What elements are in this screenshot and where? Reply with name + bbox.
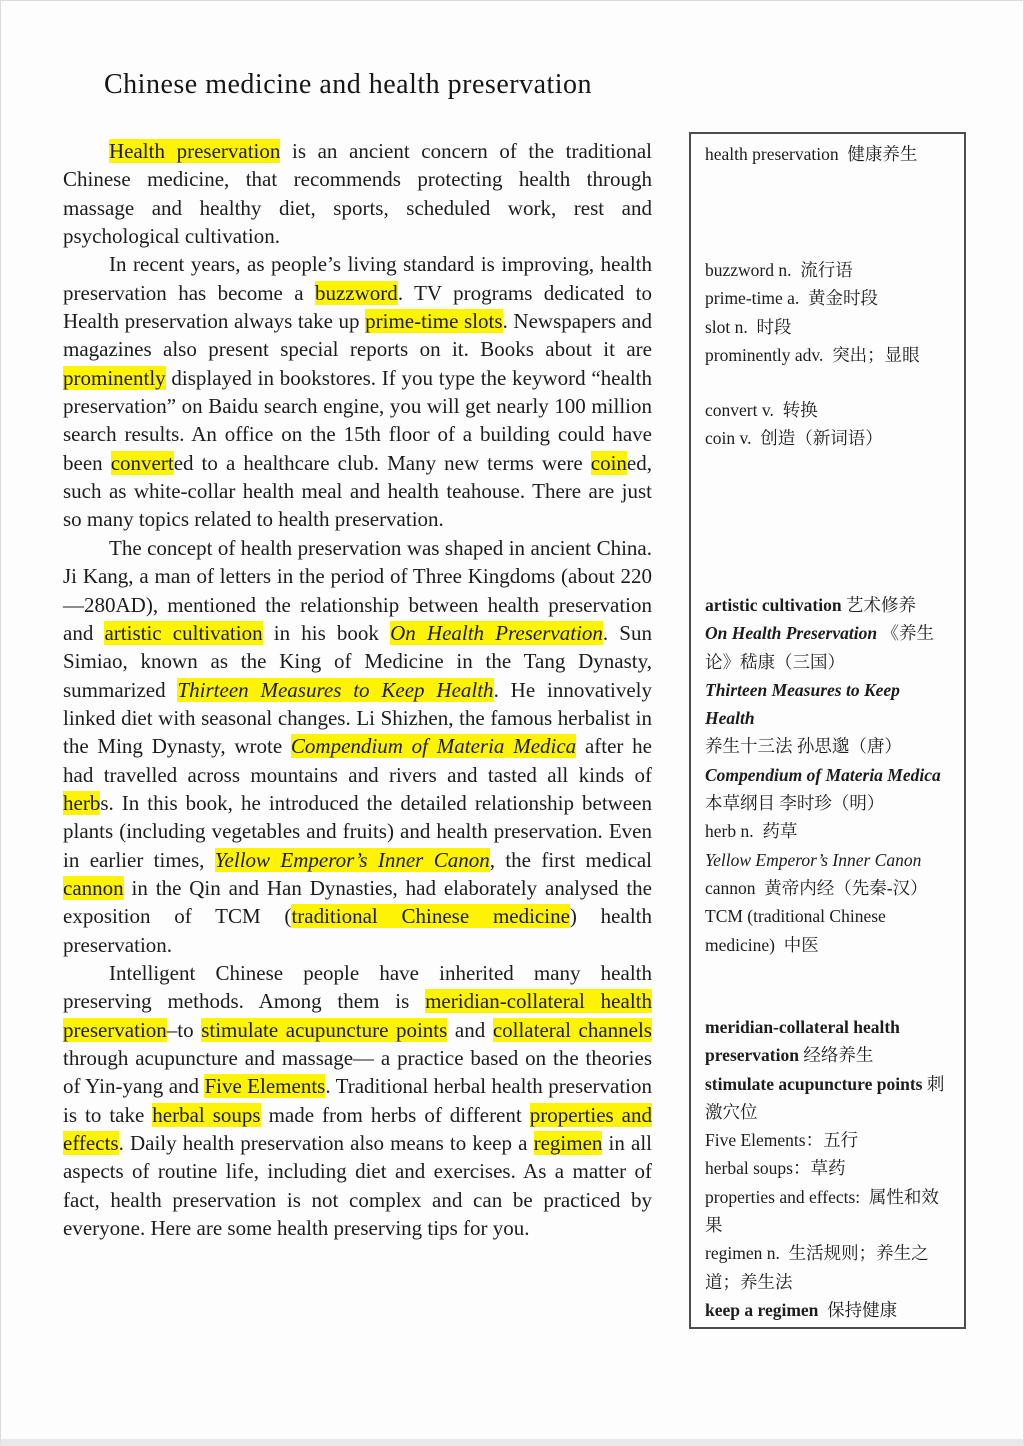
- paragraph: [63, 250, 652, 533]
- highlighted-text: herbal soups: [152, 1102, 261, 1127]
- text-segment: and: [447, 1017, 493, 1042]
- paragraph: [63, 959, 652, 1242]
- text-segment: 创造（新词语）: [760, 428, 883, 449]
- text-segment: . Traditional herbal health preservation is to take: [63, 1074, 652, 1127]
- text-segment: properties and effects:: [705, 1186, 869, 1207]
- highlighted-text: Health preservation: [109, 139, 281, 163]
- text-segment: 本草纲目 李时珍（明）: [705, 793, 885, 814]
- text-segment: stimulate acupuncture points: [705, 1073, 927, 1094]
- text-segment: 药草: [762, 821, 798, 842]
- highlighted-text: herb: [63, 790, 101, 815]
- text-segment: 五行: [823, 1130, 859, 1151]
- text-segment: ed to a healthcare club. Many new terms were: [173, 450, 591, 475]
- text-segment: 保持健康: [827, 1299, 898, 1320]
- vocab-entry: [705, 1183, 952, 1240]
- vocab-entry: [705, 396, 952, 424]
- text-segment: health preservation: [705, 144, 848, 164]
- vocab-entry: [705, 313, 952, 341]
- text-segment: –to: [166, 1017, 202, 1042]
- text-segment: ed, such as white-collar health meal and health teahouse. There are just so many topics related to health preservation.: [63, 450, 652, 532]
- highlighted-text: cannon: [63, 875, 124, 900]
- text-segment: 中医: [783, 934, 819, 955]
- highlighted-text: prime-time slots: [365, 309, 503, 334]
- vocab-entry: [705, 341, 952, 369]
- text-segment: 健康养生: [847, 144, 918, 164]
- text-segment: herbal soups：: [705, 1158, 811, 1179]
- text-segment: . Newspapers and magazines also present special reports on it. Books about it are: [63, 309, 652, 362]
- text-segment: 养生十三法 孙思邈（唐）: [705, 736, 902, 757]
- paragraph: [63, 534, 652, 959]
- text-segment: prime-time a.: [705, 288, 809, 309]
- text-segment: 草药: [810, 1158, 846, 1179]
- text-segment: . Daily health preservation also means to keep a: [118, 1131, 534, 1156]
- text-segment: displayed in bookstores. If you type the keyword “health preservation” on Baidu search engine, you will get nearly 100 million search results. An office on the 15th floor of a building could have been: [63, 365, 652, 475]
- vocab-entry: [705, 424, 952, 452]
- text-segment: On Health Preservation: [705, 623, 882, 644]
- vocab-entry: [705, 1239, 952, 1296]
- text-segment: . He innovatively linked diet with seasonal changes. Li Shizhen, the famous herbalist in the Ming Dynasty, wrote: [63, 677, 652, 759]
- highlighted-text: Yellow Emperor’s Inner Canon: [214, 847, 490, 872]
- text-segment: keep a regimen: [705, 1299, 828, 1320]
- text-segment: prominently adv.: [705, 344, 833, 365]
- page-title: Chinese medicine and health preservation: [104, 69, 593, 100]
- text-segment: 刺激穴位: [705, 1073, 945, 1122]
- vocab-entry: [705, 902, 952, 959]
- highlighted-text: artistic cultivation: [104, 620, 263, 645]
- text-segment: 生活规则；养生之道；养生法: [705, 1243, 929, 1292]
- text-segment: ) health preservation.: [63, 904, 652, 957]
- vocab-entry: [705, 1013, 952, 1070]
- vocab-entry: [705, 676, 952, 761]
- vocab-entry: [705, 284, 952, 312]
- vocab-entry: [705, 1126, 952, 1154]
- highlighted-text: traditional Chinese medicine: [291, 904, 570, 929]
- text-segment: slot n.: [705, 316, 757, 337]
- vocab-entry: [705, 846, 952, 903]
- text-segment: regimen n.: [705, 1243, 789, 1264]
- text-segment: 转换: [782, 400, 818, 420]
- text-segment: Thirteen Measures to Keep Health: [705, 679, 900, 729]
- text-segment: 艺术修养: [845, 595, 916, 615]
- text-segment: in all aspects of routine life, including diet and exercises. As a matter of fact, health preservation is not complex and can be practiced by everyone. Here are some health preserving tips for you.: [63, 1131, 653, 1241]
- highlighted-text: Five Elements: [204, 1074, 326, 1099]
- text-segment: . Sun Simiao, known as the King of Medicine in the Tang Dynasty, summarized: [63, 620, 652, 702]
- highlighted-text: properties and effects: [63, 1102, 652, 1156]
- text-segment: Intelligent Chinese people have inherited many health preserving methods. Among them is: [63, 960, 652, 1014]
- vocab-group: [705, 591, 952, 959]
- text-segment: herb n.: [705, 821, 763, 842]
- text-segment: artistic cultivation: [705, 595, 846, 615]
- vocab-entry: [705, 817, 952, 845]
- highlighted-text: meridian-collateral health preservation: [63, 989, 652, 1042]
- vocab-entry: [705, 761, 952, 818]
- text-segment: cannon: [705, 877, 765, 898]
- text-segment: meridian-collateral health preservation: [705, 1017, 900, 1066]
- text-segment: convert v.: [705, 400, 783, 420]
- text-segment: 时段: [756, 316, 792, 337]
- text-segment: Yellow Emperor’s Inner Canon: [705, 849, 922, 870]
- paragraph: [63, 137, 652, 250]
- text-segment: is an ancient concern of the traditional Chinese medicine, that recommends protecting health through massage and healthy diet, sports, scheduled work, rest and psychological cultivation.: [63, 139, 652, 249]
- text-segment: 黄金时段: [808, 288, 879, 309]
- text-segment: 黄帝内经（先秦-汉）: [764, 877, 928, 898]
- text-segment: The concept of health preservation was shaped in ancient China. Ji Kang, a man of letters in the period of Three Kingdoms (about 220—280AD), mentioned the relationship between health preservation and: [63, 535, 652, 645]
- text-segment: In recent years, as people’s living standard is improving, health preservation has become a: [63, 252, 652, 305]
- text-segment: after he had travelled across mountains and rivers and tasted all kinds of: [63, 734, 652, 787]
- highlighted-text: convert: [110, 450, 174, 475]
- vocab-group: [705, 396, 952, 453]
- vocab-entry: [705, 256, 952, 284]
- vocab-entry: [705, 1296, 952, 1324]
- highlighted-text: Thirteen Measures to Keep Health: [177, 677, 494, 702]
- text-segment: buzzword n.: [705, 260, 801, 280]
- highlighted-text: regimen: [533, 1131, 603, 1156]
- highlighted-text: On Health Preservation: [390, 620, 603, 645]
- text-segment: coin v.: [705, 428, 761, 449]
- text-segment: , the first medical: [489, 847, 652, 872]
- text-segment: 流行语: [800, 260, 853, 280]
- vocab-entry: [705, 619, 952, 676]
- vocab-entry: [705, 140, 952, 168]
- vocab-entry: [705, 591, 952, 619]
- text-segment: TCM (traditional Chinese medicine): [705, 906, 886, 955]
- text-segment: in his book: [262, 620, 391, 645]
- text-segment: in the Qin and Han Dynasties, had elaborately analysed the exposition of TCM (: [63, 875, 652, 929]
- text-segment: Five Elements：: [705, 1130, 824, 1151]
- vocab-entry: [705, 1070, 952, 1127]
- text-segment: 属性和效果: [705, 1186, 939, 1236]
- text-segment: Compendium of Materia Medica: [705, 764, 941, 785]
- text-segment: through acupuncture and massage— a practice based on the theories of Yin-yang and: [63, 1046, 652, 1099]
- vocab-group: [705, 256, 952, 369]
- text-segment: . TV programs dedicated to Health preservation always take up: [63, 280, 652, 334]
- text-segment: 突出；显眼: [832, 344, 920, 365]
- highlighted-text: buzzword: [315, 280, 398, 305]
- text-segment: s. In this book, he introduced the detailed relationship between plants (including vegetables and fruits) and health preservation. Even in earlier times,: [63, 790, 652, 872]
- vocab-group: [705, 1013, 952, 1324]
- text-segment: 《养生论》嵇康（三国）: [705, 623, 934, 672]
- vocab-box: [689, 132, 966, 1329]
- text-segment: 经络养生: [803, 1045, 874, 1066]
- vocab-entry: [705, 1154, 952, 1182]
- highlighted-text: coin: [590, 450, 627, 475]
- highlighted-text: stimulate acupuncture points: [201, 1017, 448, 1042]
- text-segment: made from herbs of different: [260, 1102, 530, 1127]
- highlighted-text: Compendium of Materia Medica: [290, 734, 577, 759]
- highlighted-text: prominently: [63, 365, 166, 390]
- highlighted-text: collateral channels: [492, 1017, 652, 1042]
- body-paragraphs: [63, 137, 652, 1242]
- vocab-group: [705, 140, 952, 168]
